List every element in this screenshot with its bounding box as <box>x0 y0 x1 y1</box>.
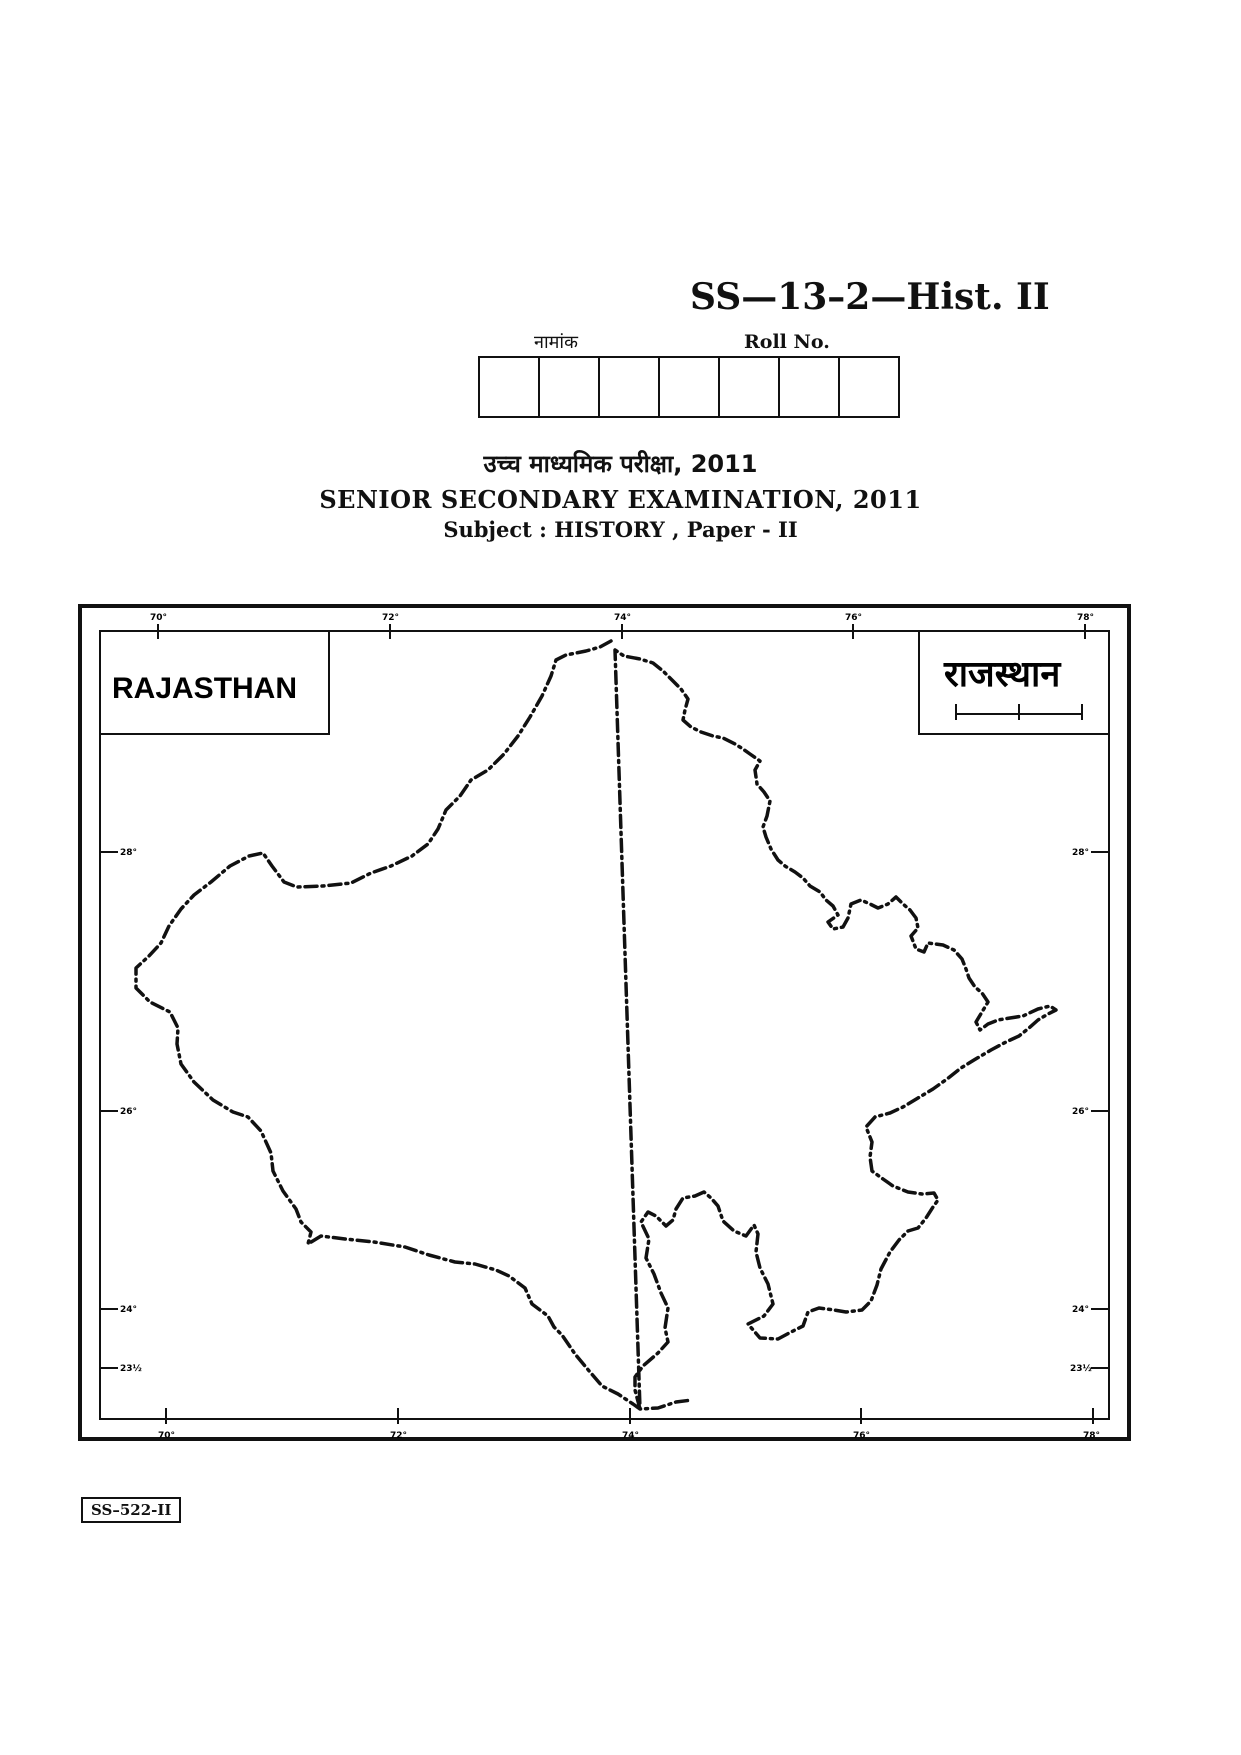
left-lat-label-24: 24° <box>120 1305 138 1315</box>
footer-code: SS–522-II <box>81 1497 181 1523</box>
paper-code: SS—13–2—Hist. II <box>690 276 1050 318</box>
map-title-english: RAJASTHAN <box>112 672 298 705</box>
roll-digit-box[interactable] <box>600 358 660 416</box>
left-lat-label-28: 28° <box>120 848 138 858</box>
bottom-lon-label-74: 74° <box>622 1431 640 1441</box>
top-lon-label-72: 72° <box>382 613 400 623</box>
exam-title-english: SENIOR SECONDARY EXAMINATION, 2011 <box>319 485 922 514</box>
exam-title-hindi: उच्च माध्यमिक परीक्षा, 2011 <box>483 450 758 478</box>
top-lon-label-76: 76° <box>845 613 863 623</box>
roll-label-hindi: नामांक <box>534 332 578 353</box>
map-title-hindi: राजस्थान <box>944 654 1061 695</box>
right-lat-label-24: 24° <box>1072 1305 1090 1315</box>
left-lat-label-26: 26° <box>120 1107 138 1117</box>
state-boundary <box>136 641 1056 1409</box>
right-lat-label-28: 28° <box>1072 848 1090 858</box>
roll-digit-box[interactable] <box>540 358 600 416</box>
roll-label-english: Roll No. <box>744 331 830 353</box>
right-lat-label-23h: 23½ <box>1070 1364 1092 1374</box>
roll-digit-box[interactable] <box>660 358 720 416</box>
roll-number-boxes[interactable] <box>478 356 900 418</box>
top-lon-label-78: 78° <box>1077 613 1095 623</box>
top-lon-label-70: 70° <box>150 613 168 623</box>
subject-line: Subject : HISTORY , Paper - II <box>443 517 798 542</box>
top-lon-label-74: 74° <box>614 613 632 623</box>
left-lat-label-23h: 23½ <box>120 1364 142 1374</box>
roll-digit-box[interactable] <box>780 358 840 416</box>
bottom-lon-label-76: 76° <box>853 1431 871 1441</box>
roll-digit-box[interactable] <box>840 358 898 416</box>
roll-digit-box[interactable] <box>480 358 540 416</box>
right-lat-label-26: 26° <box>1072 1107 1090 1117</box>
bottom-lon-label-72: 72° <box>390 1431 408 1441</box>
rajasthan-outline-map <box>78 604 1131 1441</box>
roll-digit-box[interactable] <box>720 358 780 416</box>
bottom-lon-label-70: 70° <box>158 1431 176 1441</box>
map-inner-frame <box>100 631 1109 1419</box>
bottom-lon-label-78: 78° <box>1083 1431 1101 1441</box>
